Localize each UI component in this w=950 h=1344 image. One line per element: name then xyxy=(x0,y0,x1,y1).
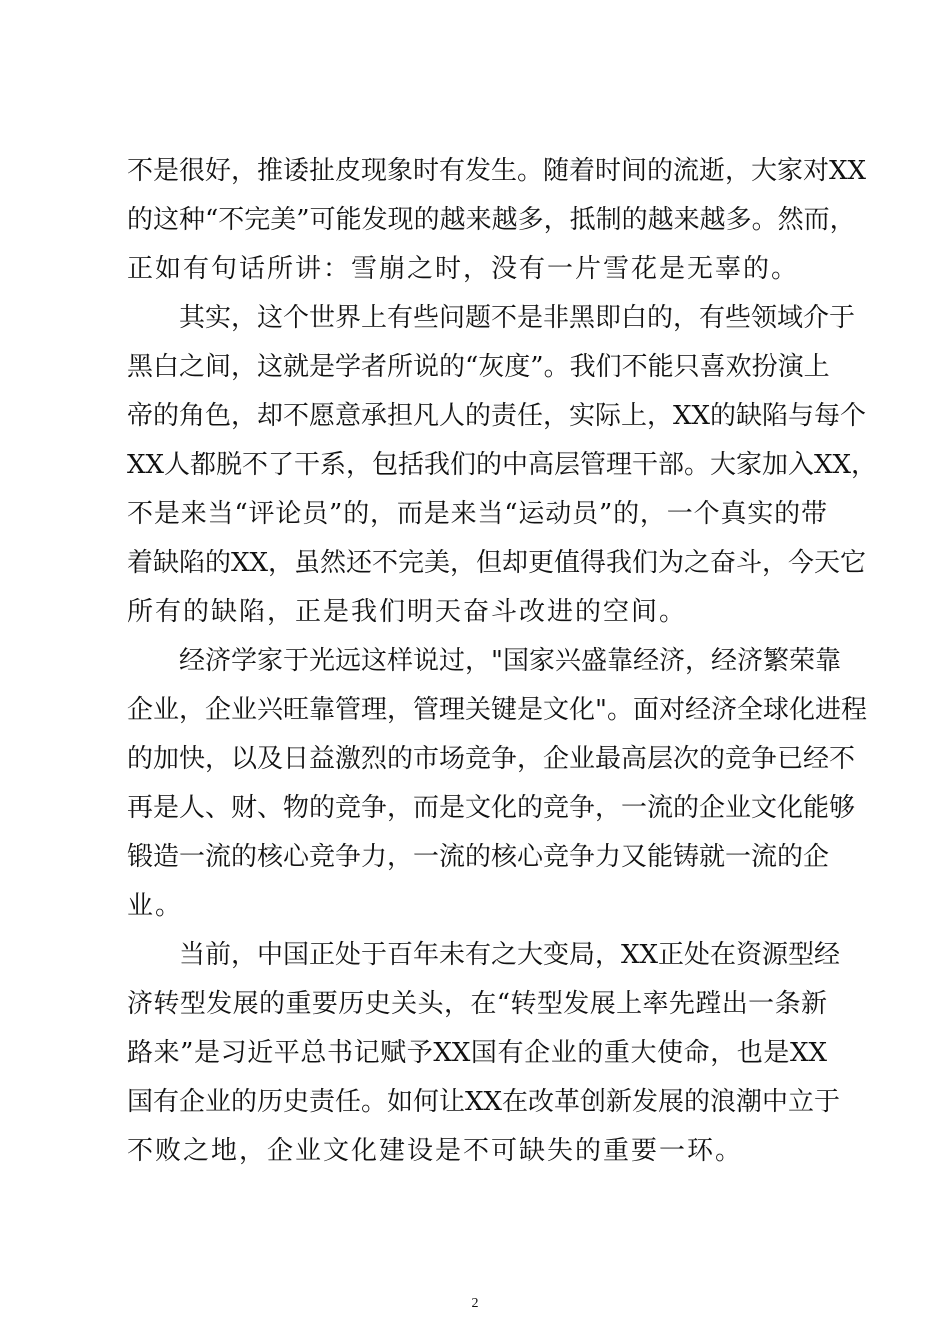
text-line: 当前，中国正处于百年未有之大变局，XX正处在资源型经 xyxy=(179,940,841,970)
paragraph xyxy=(127,637,867,931)
paragraph xyxy=(127,147,867,294)
text-line: 业。 xyxy=(127,891,184,921)
text-line: 不败之地，企业文化建设是不可缺失的重要一环。 xyxy=(127,1136,744,1166)
text-line: XX人都脱不了干系，包括我们的中高层管理干部。大家加入XX， xyxy=(127,450,878,480)
text-line: 的加快，以及日益激烈的市场竞争，企业最高层次的竞争已经不 xyxy=(127,744,856,774)
text-line: 的这种“不完美”可能发现的越来越多，抵制的越来越多。然而， xyxy=(127,205,856,235)
text-line: 其实，这个世界上有些问题不是非黑即白的，有些领域介于 xyxy=(179,303,856,333)
text-line: 帝的角色，却不愿意承担凡人的责任，实际上，XX的缺陷与每个 xyxy=(127,401,867,431)
text-line: 锻造一流的核心竞争力，一流的核心竞争力又能铸就一流的企 xyxy=(127,842,830,872)
text-line: 再是人、财、物的竞争，而是文化的竞争，一流的企业文化能够 xyxy=(127,793,856,823)
text-line: 济转型发展的重要历史关头，在“转型发展上率先蹚出一条新 xyxy=(127,989,827,1019)
text-line: 经济学家于光远这样说过，"国家兴盛靠经济，经济繁荣靠 xyxy=(179,646,841,676)
text-line: 不是来当“评论员”的，而是来当“运动员”的，一个真实的带 xyxy=(127,499,827,529)
text-line: 企业，企业兴旺靠管理，管理关键是文化"。面对经济全球化进程 xyxy=(127,695,867,725)
text-line: 路来”是习近平总书记赋予XX国有企业的重大使命，也是XX xyxy=(127,1038,827,1068)
document-body xyxy=(127,147,878,1176)
text-line: 正如有句话所讲：雪崩之时，没有一片雪花是无辜的。 xyxy=(127,254,800,284)
page-number: 2 xyxy=(471,1296,479,1311)
text-line: 所有的缺陷，正是我们明天奋斗改进的空间。 xyxy=(127,597,688,627)
text-line: 黑白之间，这就是学者所说的“灰度”。我们不能只喜欢扮演上 xyxy=(127,352,830,382)
paragraph xyxy=(127,931,841,1176)
text-line: 着缺陷的XX，虽然还不完美，但却更值得我们为之奋斗，今天它 xyxy=(127,548,867,578)
text-line: 不是很好，推诿扯皮现象时有发生。随着时间的流逝，大家对XX xyxy=(127,156,867,186)
paragraph xyxy=(127,294,878,637)
text-line: 国有企业的历史责任。如何让XX在改革创新发展的浪潮中立于 xyxy=(127,1087,841,1117)
